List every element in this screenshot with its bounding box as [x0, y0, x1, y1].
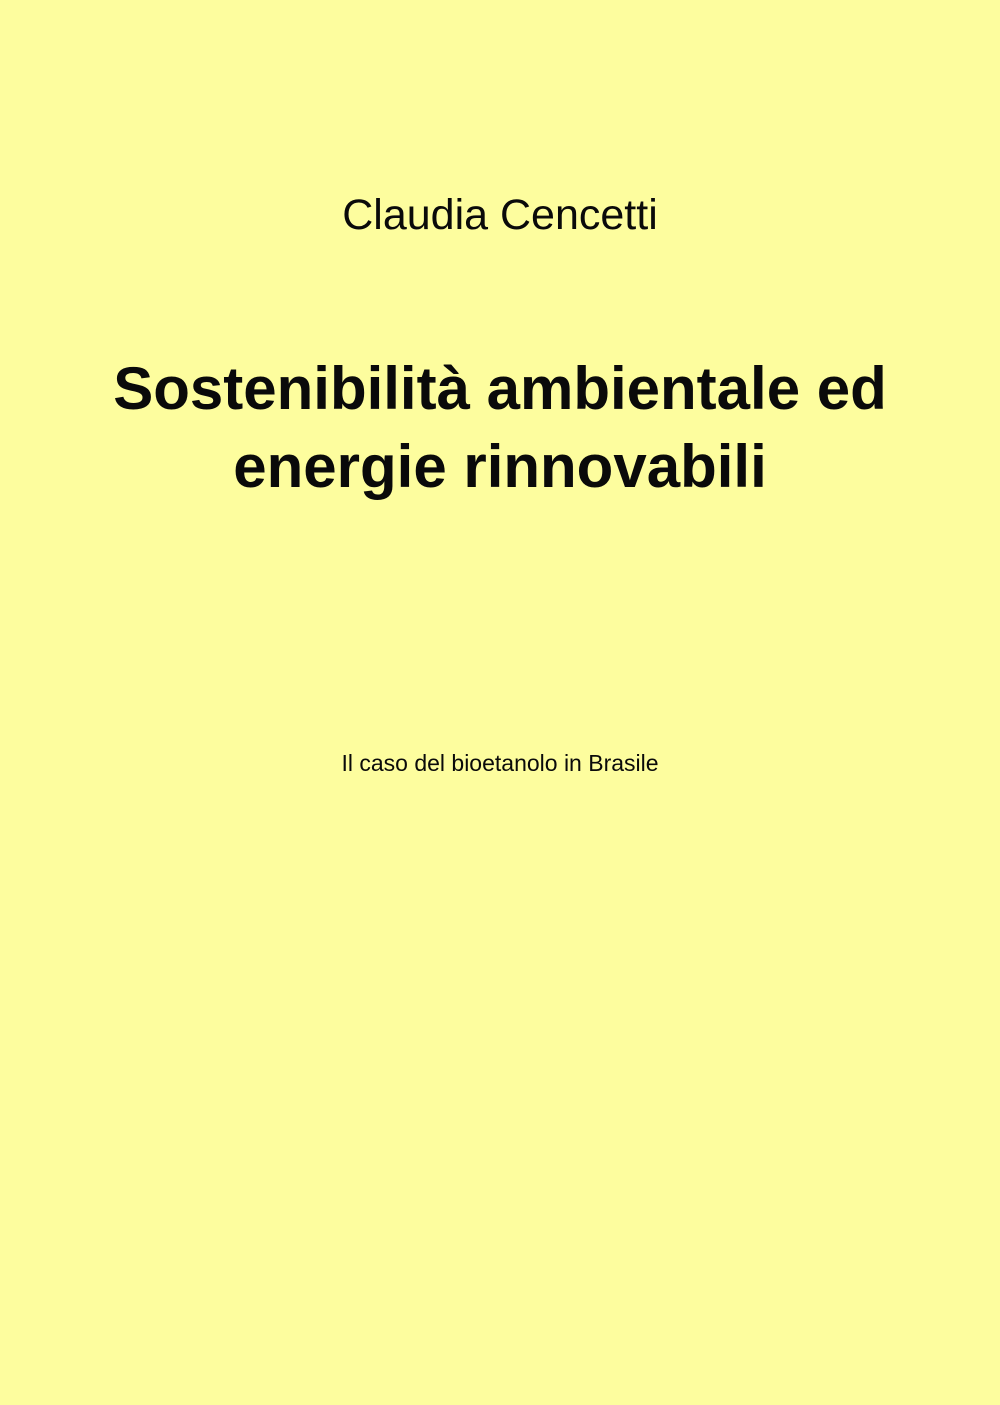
book-subtitle: Il caso del bioetanolo in Brasile: [341, 750, 659, 776]
book-title: Sostenibilità ambientale ed energie rinnovabili: [113, 355, 887, 500]
author-name: Claudia Cencetti: [342, 191, 658, 239]
